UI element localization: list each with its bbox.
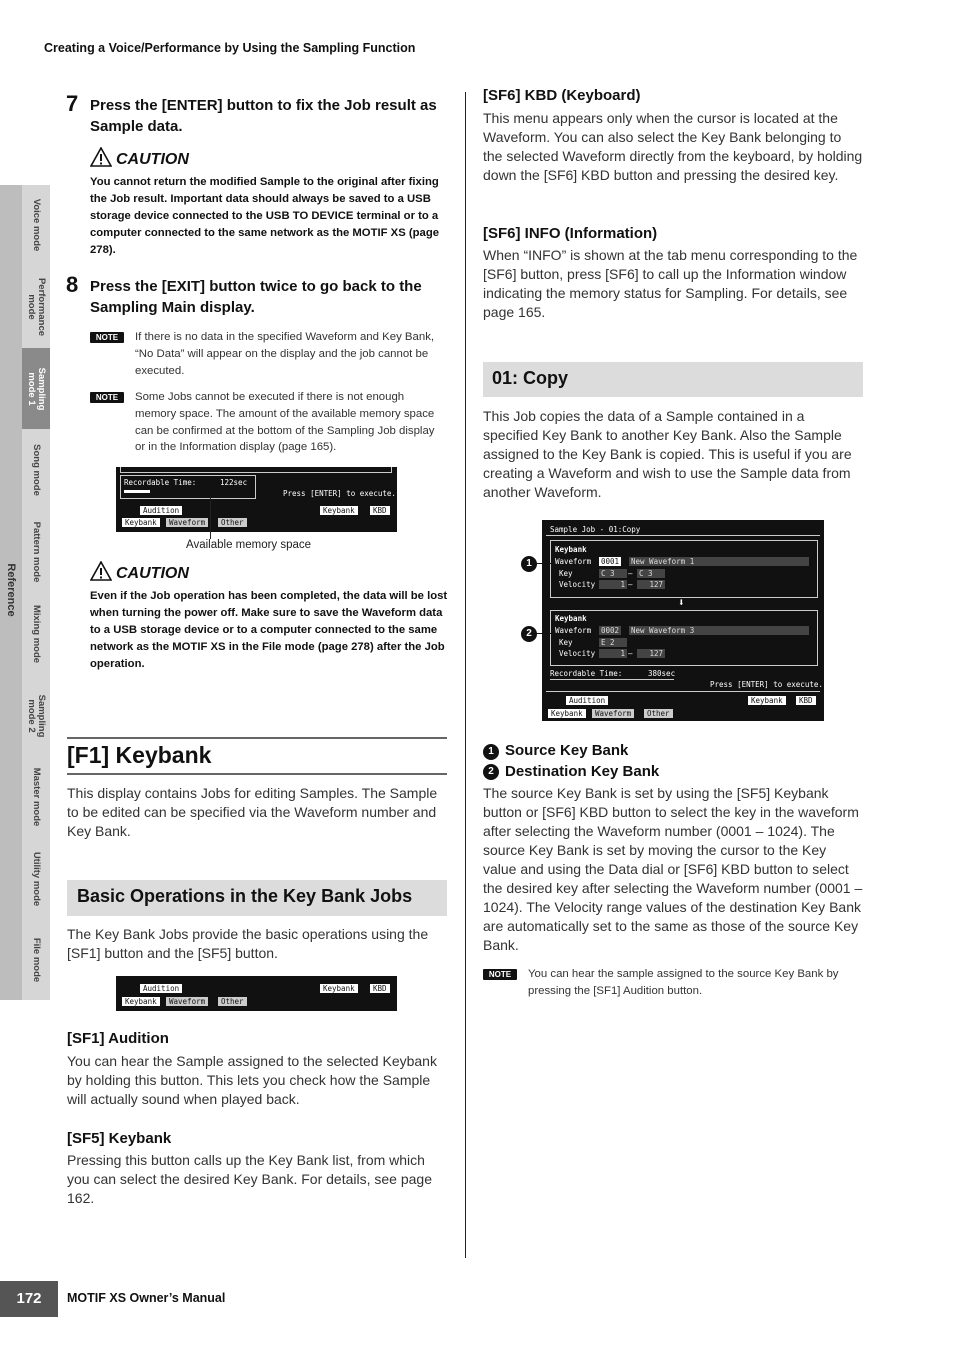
keybank-button[interactable]: Keybank: [748, 696, 786, 705]
waveform-label: Waveform: [555, 626, 592, 635]
destination-keybank-label: Keybank: [555, 614, 587, 623]
caution-text: Even if the Job operation has been completed, the data will be lost when turning the power off. Make sure to save the Waveform data to a USB storage device or to a computer connected to the same network as the MOTIF XS in the File mode (page 278) after the Job operation.: [90, 590, 448, 670]
destination-velocity-high: 127: [637, 649, 665, 658]
tab-other[interactable]: Other: [218, 518, 247, 527]
reference-label: Reference: [5, 563, 17, 617]
tab-file-mode[interactable]: File mode: [22, 920, 50, 1001]
caption-leader-line: [210, 497, 211, 539]
sf6-kbd-body: This menu appears only when the cursor is located at the Waveform. You can also select the Key Bank belonging to the selected Waveform directly from the keyboard, by holding down the [SF6] KBD button and pressing the desired key.: [483, 110, 863, 183]
caution-icon: [90, 561, 112, 581]
velocity-label: Velocity: [559, 649, 596, 658]
callout-1: 1: [483, 744, 499, 760]
tab-pattern-mode[interactable]: Pattern mode: [22, 511, 50, 594]
subsection-title: 01: Copy: [492, 368, 569, 388]
tab-sampling-mode-1[interactable]: Sampling mode 1: [22, 348, 50, 430]
sf6-kbd-title: [SF6] KBD (Keyboard): [483, 87, 641, 104]
tab-utility-mode[interactable]: Utility mode: [22, 838, 50, 921]
kbd-button[interactable]: KBD: [370, 984, 390, 993]
section-rule-bottom: [67, 773, 447, 775]
kbd-button[interactable]: KBD: [370, 506, 390, 515]
kbd-button[interactable]: KBD: [796, 696, 816, 705]
tab-voice-mode[interactable]: Voice mode: [22, 185, 50, 266]
tab-song-mode[interactable]: Song mode: [22, 429, 50, 512]
caution-text: You cannot return the modified Sample to the original after fixing the Job result. Important data should always be saved to a USB storage device connected to the USB TO DEVICE terminal or to a computer connected to the same network as the MOTIF XS (page 278).: [90, 176, 440, 256]
keybank-button[interactable]: Keybank: [320, 984, 358, 993]
recordable-time-label: Recordable Time:: [550, 669, 623, 678]
sf5-title: [SF5] Keybank: [67, 1130, 172, 1147]
tab-keybank[interactable]: Keybank: [122, 518, 160, 527]
tab-waveform[interactable]: Waveform: [166, 997, 208, 1006]
note-icon: NOTE: [90, 392, 124, 403]
execute-prompt: Press [ENTER] to execute.: [283, 489, 396, 498]
sf6-info-body: When “INFO” is shown at the tab menu corresponding to the [SF6] button, press [SF6] to call up the Information window indicating the memory status for Sampling. For details, see page 165.: [483, 247, 858, 320]
tab-keybank[interactable]: Keybank: [122, 997, 160, 1006]
subsection-body: This Job copies the data of a Sample contained in a specified Key Bank to another Key Bank. Also the Sample assigned to the Key Bank is copied. This is useful if you are creating a Waveform and wish to use the Sample data from another Waveform.: [483, 408, 852, 500]
sf1-title: [SF1] Audition: [67, 1030, 169, 1047]
tab-waveform[interactable]: Waveform: [592, 709, 634, 718]
destination-waveform-number[interactable]: 0002: [601, 626, 620, 635]
destination-key-bank-title: Destination Key Bank: [505, 763, 660, 780]
running-header: Creating a Voice/Performance by Using the Sampling Function: [44, 41, 416, 55]
source-frame: [550, 540, 818, 598]
key-label: Key: [559, 638, 573, 647]
step-7-number: 7: [66, 91, 79, 116]
key-label: Key: [559, 569, 573, 578]
note-text: Some Jobs cannot be executed if there is not enough memory space. The amount of the available memory space can be confirmed at the bottom of the Sampling Job display or in the Information display (page 165).: [135, 391, 435, 454]
lcd-screen-memory: [116, 467, 397, 532]
tab-mixing-mode[interactable]: Mixing mode: [22, 593, 50, 676]
column-divider: [465, 92, 466, 1258]
keybank-button[interactable]: Keybank: [320, 506, 358, 515]
memory-bar: [124, 490, 150, 493]
callout-2: 2: [483, 764, 499, 780]
source-velocity-low[interactable]: 1: [599, 580, 627, 589]
step-8-number: 8: [66, 272, 79, 297]
destination-key[interactable]: E 2: [599, 638, 627, 647]
step-8-text: Press the [EXIT] button twice to go back to the Sampling Main display.: [90, 278, 422, 316]
waveform-label: Waveform: [555, 557, 592, 566]
tab-other[interactable]: Other: [218, 997, 247, 1006]
sf6-info-title: [SF6] INFO (Information): [483, 225, 658, 242]
source-keybank-label: Keybank: [555, 545, 587, 554]
note-text: If there is no data in the specified Waveform and Key Bank, “No Data” will appear on the display and the job cannot be executed.: [135, 331, 435, 377]
lcd-screen-copy-job: Sample Job - 01:Copy Keybank Waveform 0001 New Waveform 1 Key C 3 – C 3 Velocity 1 – 127 ⬇ Keybank Waveform 0002 New Waveform 3 Key E 2 Velocity 1 – 127 Recordable Time: 380sec Press [ENTER] to execute. Audition Keybank KBD Keybank Waveform Other: [542, 520, 824, 721]
execute-prompt: Press [ENTER] to execute.: [710, 680, 823, 689]
section-title: [F1] Keybank: [67, 742, 212, 768]
note-text: You can hear the sample assigned to the source Key Bank by pressing the [SF1] Audition button.: [528, 968, 839, 997]
recordable-time-value: 122sec: [220, 478, 248, 487]
caution-icon: [90, 147, 112, 167]
step-7-text: Press the [ENTER] button to fix the Job result as Sample data.: [90, 97, 437, 135]
chapter-tabs: [22, 185, 50, 1000]
recordable-time-value: 380sec: [648, 669, 676, 678]
source-key-low[interactable]: C 3: [599, 569, 627, 578]
source-waveform-name: New Waveform 1: [629, 557, 809, 566]
page-number: 172: [0, 1281, 58, 1317]
tab-master-mode[interactable]: Master mode: [22, 756, 50, 839]
footer-title: MOTIF XS Owner’s Manual: [67, 1291, 226, 1305]
audition-button[interactable]: Audition: [566, 696, 608, 705]
subsection-body: The Key Bank Jobs provide the basic operations using the [SF1] button and the [SF5] button.: [67, 926, 429, 961]
copy-arrow-icon: ⬇: [678, 596, 685, 609]
sf1-body: You can hear the Sample assigned to the selected Keybank by holding this button. This lets you check how the Sample will actually sound when played back.: [67, 1053, 437, 1107]
audition-button[interactable]: Audition: [140, 506, 182, 515]
destination-waveform-name: New Waveform 3: [629, 626, 809, 635]
tab-performance-mode[interactable]: Performance mode: [22, 265, 50, 349]
note-icon: NOTE: [90, 332, 124, 343]
tab-sampling-mode-2[interactable]: Sampling mode 2: [22, 675, 50, 757]
source-velocity-high[interactable]: 127: [637, 580, 665, 589]
audition-button[interactable]: Audition: [140, 984, 182, 993]
tab-keybank[interactable]: Keybank: [548, 709, 586, 718]
recordable-time-label: Recordable Time:: [124, 478, 197, 487]
tab-other[interactable]: Other: [644, 709, 673, 718]
source-key-high[interactable]: C 3: [637, 569, 665, 578]
job-title: Sample Job - 01:Copy: [550, 525, 641, 534]
screen-caption: Available memory space: [186, 539, 312, 551]
destination-velocity-low: 1: [599, 649, 627, 658]
caution-title: CAUTION: [116, 151, 189, 168]
section-body: This display contains Jobs for editing Samples. The Sample to be edited can be specified via the Waveform number and Key Bank.: [67, 785, 438, 839]
subsection-title: Basic Operations in the Key Bank Jobs: [77, 886, 413, 906]
lcd-screen-buttons: [116, 976, 397, 1011]
key-bank-body: The source Key Bank is set by using the [SF5] Keybank button or [SF6] KBD button to select the key in the waveform after selecting the Waveform number (0001 – 1024). The source Key Bank is set by moving the cursor to the Key value and using the Data dial or [SF6] KBD button to select the desired key after selecting the Waveform number (0001 – 1024). The Velocity range values of the destination Key Bank are automatically set to the same as those of the source Key Bank.: [483, 785, 863, 953]
callout-2: 2: [521, 626, 537, 642]
callout-1: 1: [521, 556, 537, 572]
source-key-bank-title: Source Key Bank: [505, 742, 629, 759]
section-rule-top: [67, 737, 447, 739]
tab-waveform[interactable]: Waveform: [166, 518, 208, 527]
sf5-body: Pressing this button calls up the Key Bank list, from which you can select the desired Key Bank. For details, see page 162.: [67, 1152, 432, 1206]
caution-title: CAUTION: [116, 565, 189, 582]
velocity-label: Velocity: [559, 580, 596, 589]
source-waveform-number[interactable]: 0001: [601, 557, 620, 566]
note-icon: NOTE: [483, 969, 517, 980]
